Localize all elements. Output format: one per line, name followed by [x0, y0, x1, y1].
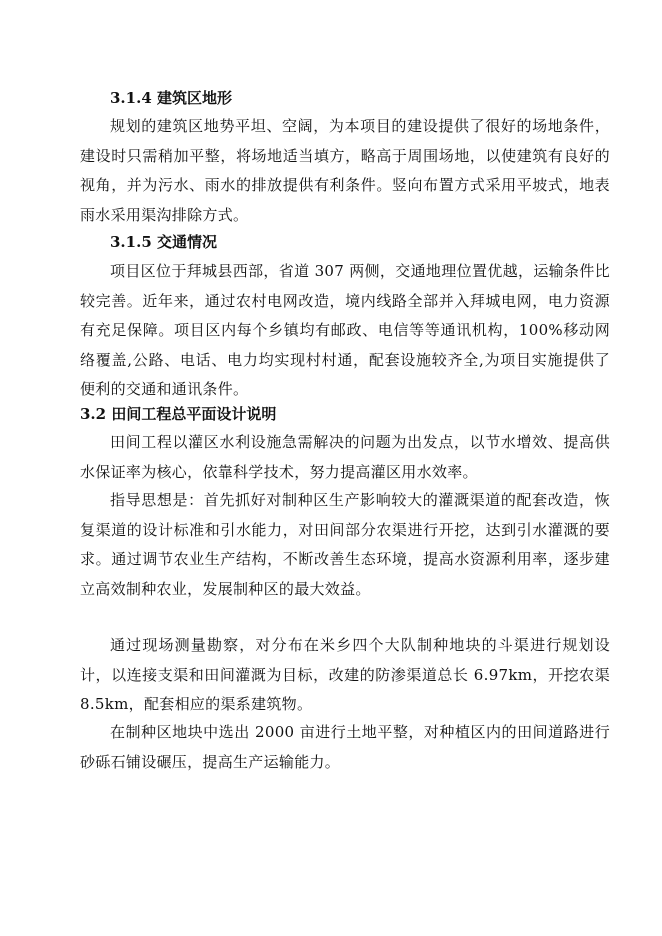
- paragraph-land-leveling: 在制种区地块中选出 2000 亩进行土地平整，对种植区内的田间道路进行砂砾石铺设碾压，提高生产运输能力。: [80, 723, 610, 771]
- section-heading-3-1-5: 3.1.5 交通情况: [110, 233, 217, 251]
- section-heading-3-1-4: 3.1.4 建筑区地形: [110, 89, 232, 107]
- paragraph-field-engineering: 田间工程以灌区水利设施急需解决的问题为出发点，以节水增效、提高供水保证率为核心，依靠科学技术，努力提高灌区用水效率。: [80, 433, 610, 481]
- section-heading-3-2: 3.2 田间工程总平面设计说明: [80, 405, 277, 423]
- paragraph-guiding-ideas: 指导思想是：首先抓好对制种区生产影响较大的灌溉渠道的配套改造，恢复渠道的设计标准和引水能力，对田间部分农渠进行开挖，达到引水灌溉的要求。通过调节农业生产结构，不断改善生态环境，提高水资源利用率，逐步建立高效制种农业，发展制种区的最大效益。: [80, 491, 610, 598]
- paragraph-survey-design: 通过现场测量勘察，对分布在米乡四个大队制种地块的斗渠进行规划设计，以连接支渠和田间灌溉为目标，改建的防渗渠道总长 6.97km，开挖农渠 8.5km，配套相应的渠系建筑物。: [80, 636, 610, 713]
- paragraph-traffic: 项目区位于拜城县西部，省道 307 两侧，交通地理位置优越，运输条件比较完善。近年来，通过农村电网改造，境内线路全部并入拜城电网，电力资源有充足保障。项目区内每个乡镇均有邮政、电信等等通讯机构，100%移动网络覆盖,公路、电话、电力均实现村村通，配套设施较齐全,为项目实施提供了便利的交通和通讯条件。: [80, 262, 610, 398]
- paragraph-terrain: 规划的建筑区地势平坦、空阔，为本项目的建设提供了很好的场地条件，建设时只需稍加平整，将场地适当填方，略高于周围场地，以使建筑有良好的视角，并为污水、雨水的排放提供有利条件。竖向布置方式采用平坡式，地表雨水采用渠沟排除方式。: [80, 117, 610, 224]
